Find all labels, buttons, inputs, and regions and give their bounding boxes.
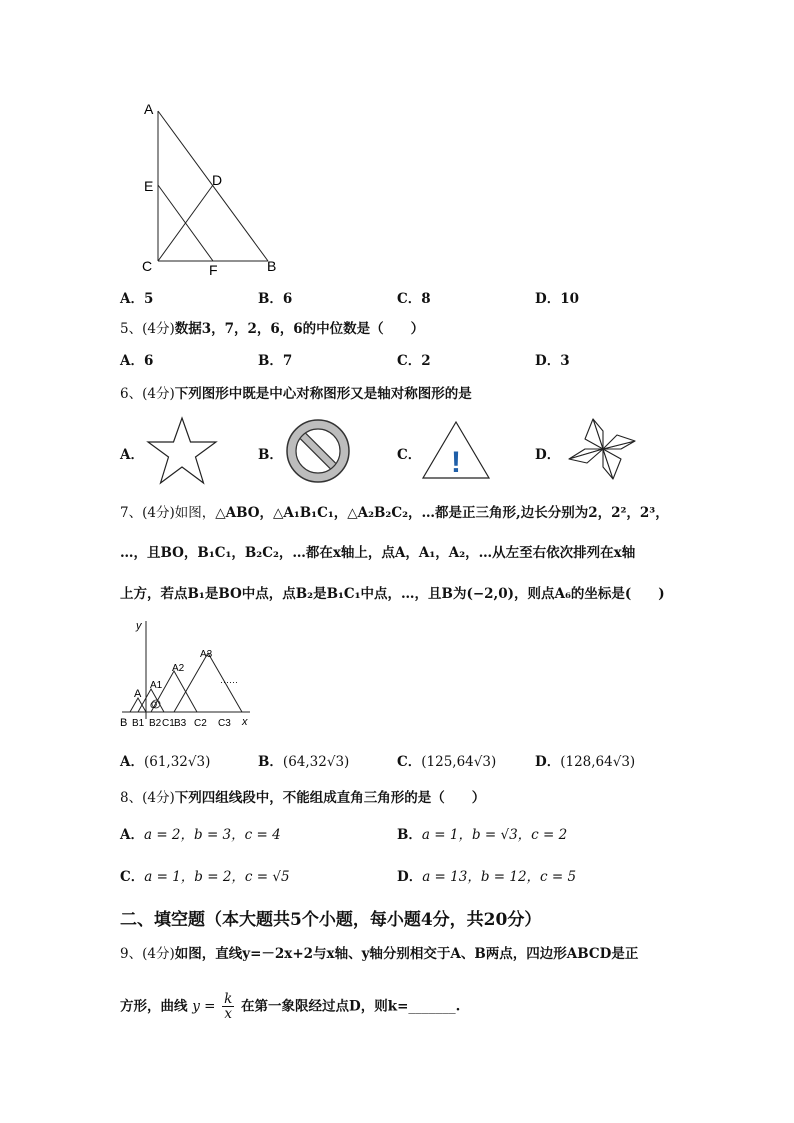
option-label: D． (535, 353, 561, 369)
q9-end: . (455, 998, 461, 1015)
fig7-label-a2: A2 (172, 663, 185, 674)
section-heading: 二、填空题（本大题共5个小题，每小题4分，共20分） (120, 910, 542, 930)
fig4-label-d: D (212, 172, 223, 188)
fig4-label-f: F (209, 262, 218, 278)
option-label: A． (120, 291, 144, 307)
fig7-label-b1: B1 (132, 718, 145, 729)
option-label: D． (535, 291, 561, 307)
question-text: 数据3，7，2，6，6的中位数是（ ） (174, 321, 425, 337)
question-text: 下列图形中既是中心对称图形又是轴对称图形的是 (174, 386, 472, 402)
q6-option-c-label: C． (397, 447, 422, 463)
fig7-label-c2: C2 (194, 718, 207, 729)
fig7-label-b: B (120, 717, 128, 729)
option-value: a = 2，b = 3，c = 4 (143, 827, 281, 843)
option-label: B． (258, 754, 283, 770)
q6-option-d-label: D． (535, 447, 561, 463)
question-number: 7、(4分)如图， (120, 505, 216, 521)
fig7-label-a: A (134, 688, 142, 700)
q7-options (120, 754, 680, 772)
option-label: B． (397, 827, 422, 843)
option-label: C． (397, 754, 422, 770)
option-label: D． (535, 754, 561, 770)
fig7-label-b3: B3 (174, 718, 187, 729)
prohibition-sign-icon (284, 417, 352, 485)
option-label: A． (120, 754, 144, 770)
question-number: 6、(4分) (120, 386, 175, 402)
question-number: 9、(4分) (120, 946, 175, 962)
q9-line2-post: 在第一象限经过点D，则k= (241, 998, 409, 1015)
fig7-dots: ······ (220, 677, 238, 687)
answer-blank[interactable]: _______ (408, 998, 456, 1015)
option-value: a = 13，b = 12，c = 5 (422, 869, 577, 885)
option-value: 7 (282, 353, 293, 369)
question-text: 下列四组线段中，不能组成直角三角形的是（ ） (174, 790, 486, 806)
fraction-denominator: x (224, 1006, 233, 1022)
option-value: a = 1，b = √3，c = 2 (421, 827, 568, 843)
q4-options (120, 291, 680, 309)
option-label: A． (120, 827, 144, 843)
fig4-label-b: B (267, 258, 277, 274)
star-icon (143, 415, 221, 487)
formula-lhs: y = (192, 998, 216, 1015)
option-label: B． (258, 291, 283, 307)
q8-options-row1 (120, 827, 680, 845)
option-value: 10 (560, 291, 580, 307)
q9-line2-pre: 方形，曲线 (120, 998, 188, 1015)
warning-triangle-icon (420, 419, 492, 481)
question-text: 如图，直线y=－2x+2与x轴、y轴分别相交于A、B两点，四边形ABCD是正 (174, 946, 639, 962)
option-label: C． (397, 291, 422, 307)
option-value: 2 (421, 353, 431, 369)
q7-line1 (120, 505, 669, 521)
option-label: B． (258, 353, 283, 369)
q9-line2 (120, 992, 460, 1026)
option-value: 5 (143, 291, 154, 307)
fig4-label-c: C (142, 258, 153, 274)
q4-triangle-figure (130, 95, 300, 280)
option-value: 6 (143, 353, 154, 369)
question-number: 5、(4分) (120, 321, 175, 337)
q7-triangles-figure (116, 615, 256, 733)
fig4-label-e: E (144, 178, 154, 194)
option-value: (125,64√3) (421, 754, 497, 770)
option-label: D． (397, 869, 423, 885)
fig7-label-x: x (242, 716, 248, 728)
fig7-label-o: O (150, 700, 158, 710)
q8-stem (120, 790, 485, 806)
option-value: 6 (282, 291, 293, 307)
fig7-label-a1: A1 (150, 680, 163, 691)
q8-options-row2 (120, 869, 680, 887)
fig7-label-c3: C3 (218, 718, 231, 729)
fig7-label-y: y (136, 620, 142, 632)
fig4-label-a: A (144, 101, 154, 117)
fig7-label-c1: C1 (162, 718, 175, 729)
option-label: C． (120, 869, 145, 885)
option-value: 3 (560, 353, 570, 369)
q5-options (120, 353, 680, 371)
q9-line1 (120, 946, 638, 962)
q7-line3: 上方，若点B₁是BO中点，点B₂是B₁C₁中点，…，且B为(−2,0)，则点A₆的坐标是( ) (120, 586, 665, 602)
exclamation-mark: ! (451, 446, 461, 479)
pinwheel-icon (563, 413, 643, 485)
option-label: A． (120, 353, 144, 369)
option-value: (128,64√3) (560, 754, 636, 770)
option-value: 8 (421, 291, 431, 307)
q5-stem (120, 321, 424, 337)
q7-line2: …，且BO，B₁C₁，B₂C₂，…都在x轴上，点A，A₁，A₂，…从左至右依次排列在x轴 (120, 545, 636, 561)
fig7-label-a3: A3 (200, 649, 213, 660)
fraction (222, 992, 234, 1021)
question-number: 8、(4分) (120, 790, 175, 806)
option-value: (61,32√3) (143, 754, 211, 770)
option-label: C． (397, 353, 422, 369)
option-value: (64,32√3) (282, 754, 350, 770)
q6-stem (120, 386, 472, 402)
q6-option-a-label: A． (120, 447, 144, 463)
fraction-numerator: k (224, 991, 233, 1007)
option-value: a = 1，b = 2，c = √5 (144, 869, 290, 885)
question-text: △ABO，△A₁B₁C₁，△A₂B₂C₂，…都是正三角形,边长分别为2，2²，2³， (215, 505, 669, 521)
fig7-label-b2: B2 (149, 718, 162, 729)
q6-option-b-label: B． (258, 447, 283, 463)
